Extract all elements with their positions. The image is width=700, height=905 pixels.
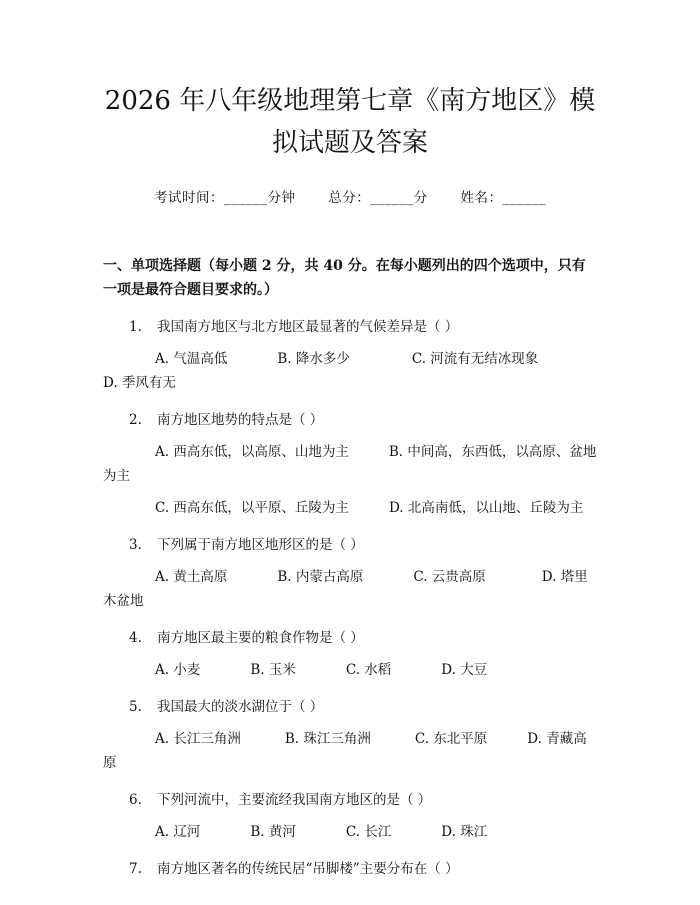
option-c: C. 水稻 [345, 662, 392, 678]
option-a: A. 黄土高原 [155, 569, 228, 585]
option-d: D. 大豆 [441, 662, 488, 678]
question-stem [103, 695, 597, 719]
question-item [103, 533, 597, 613]
question-number: 2. [129, 412, 142, 428]
option-a: A. 小麦 [155, 662, 201, 678]
question-text: 南方地区著名的传统民居“吊脚楼”主要分布在（ ） [157, 861, 459, 877]
question-options [103, 727, 597, 775]
question-options-row2 [103, 496, 597, 520]
question-number: 7. [129, 861, 142, 877]
option-c: C. 河流有无结冰现象 [411, 351, 539, 367]
option-b: B. 内蒙古高原 [277, 569, 364, 585]
question-text: 南方地区最主要的粮食作物是（ ） [157, 630, 364, 646]
question-text: 南方地区地势的特点是（ ） [157, 412, 324, 428]
question-options [103, 820, 597, 844]
option-b: B. 珠江三角洲 [284, 731, 371, 747]
question-options [103, 565, 597, 613]
question-item [103, 315, 597, 395]
question-stem [103, 626, 597, 650]
question-item [103, 626, 597, 682]
option-c: C. 东北平原 [414, 731, 488, 747]
question-item [103, 788, 597, 844]
question-text: 我国南方地区与北方地区最显著的气候差异是（ ） [157, 319, 459, 335]
question-text: 下列属于南方地区地形区的是（ ） [157, 537, 364, 553]
question-number: 3. [129, 537, 142, 553]
option-d: D. 北高南低，以山地、丘陵为主 [388, 500, 584, 516]
option-d: D. 珠江 [441, 824, 488, 840]
option-c: C. 长江 [345, 824, 392, 840]
option-a: A. 气温高低 [155, 351, 228, 367]
question-number: 5. [129, 699, 142, 715]
question-number: 6. [129, 792, 142, 808]
exam-time-label: 考试时间：______分钟 [153, 190, 296, 206]
option-c: C. 西高东低，以平原、丘陵为主 [155, 500, 349, 516]
question-item [103, 857, 597, 881]
option-d: D. 塔里木盆地 [103, 569, 588, 609]
option-b: B. 中间高，东西低，以高原、盆地为主 [103, 444, 597, 484]
question-number: 1. [129, 319, 142, 335]
option-d: D. 青藏高原 [103, 731, 587, 771]
question-text: 我国最大的淡水湖位于（ ） [157, 699, 324, 715]
question-stem [103, 857, 597, 881]
option-c: C. 云贵高原 [413, 569, 486, 585]
student-name-label: 姓名：______ [460, 190, 547, 206]
option-b: B. 玉米 [250, 662, 296, 678]
question-number: 4. [129, 630, 142, 646]
question-stem [103, 788, 597, 812]
total-score-label: 总分：______分 [328, 190, 428, 206]
question-options [103, 658, 597, 682]
document-title: 2026 年八年级地理第七章《南方地区》模拟试题及答案 [104, 86, 596, 158]
option-d: D. 季风有无 [103, 375, 176, 391]
question-stem [103, 408, 597, 432]
question-item [103, 408, 597, 520]
exam-meta [103, 186, 597, 206]
question-item [103, 695, 597, 775]
option-a: A. 西高东低，以高原、山地为主 [155, 444, 349, 460]
option-b: B. 黄河 [250, 824, 296, 840]
question-options [103, 347, 597, 395]
section-heading: 一、单项选择题（每小题 2 分，共 40 分。在每小题列出的四个选项中，只有一项是最符合题目要求的。） [103, 258, 586, 298]
question-options [103, 440, 597, 488]
option-a: A. 辽河 [155, 824, 201, 840]
question-text: 下列河流中，主要流经我国南方地区的是（ ） [157, 792, 432, 808]
option-b: B. 降水多少 [277, 351, 350, 367]
question-stem [103, 315, 597, 339]
question-stem [103, 533, 597, 557]
option-a: A. 长江三角洲 [155, 731, 241, 747]
